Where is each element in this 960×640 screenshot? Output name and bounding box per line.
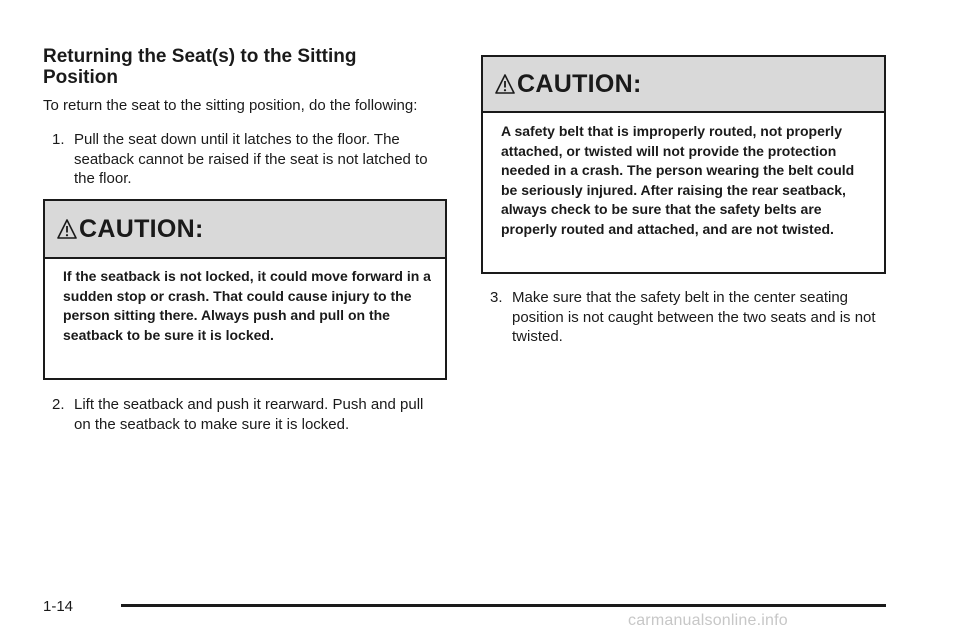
caution-text: If the seatback is not locked, it could move forward in a sudden stop or crash. That could cause injury to the person sitting there. Always push and pull on the seatback to be sure it is locked.: [63, 268, 431, 343]
caution-header: [45, 201, 445, 259]
step-text: Make sure that the safety belt in the center seating position is not caught between the two seats and is not twisted.: [512, 289, 876, 345]
intro-text: To return the seat to the sitting position, do the following:: [43, 97, 418, 114]
warning-triangle-icon: [57, 218, 77, 240]
caution-header: [483, 57, 884, 113]
caution-title: CAUTION:: [79, 214, 204, 243]
footer-rule: [121, 604, 886, 607]
caution-box: [481, 55, 886, 274]
step-item: [43, 395, 447, 434]
caution-text: A safety belt that is improperly routed, not properly attached, or twisted will not provide the protection needed in a crash. The person wearing the belt could be seriously injured. After raising the rear seatback, always check to be sure that the safety belts are properly routed and attached, and are not twisted.: [501, 123, 855, 237]
step-text: Lift the seatback and push it rearward. Push and pull on the seatback to make sure it is locked.: [74, 396, 424, 433]
warning-triangle-icon: [495, 73, 515, 95]
step-text: Pull the seat down until it latches to the floor. The seatback cannot be raised if the seat is not latched to the floor.: [74, 131, 428, 187]
page-number: 1-14: [43, 598, 74, 615]
step-item: [43, 130, 447, 189]
watermark: carmanualsonline.info: [628, 612, 788, 629]
section-title: Returning the Seat(s) to the Sitting Position: [43, 46, 357, 88]
caution-box: [43, 199, 447, 380]
caution-title: CAUTION:: [517, 69, 642, 98]
step-number: 3.: [490, 289, 503, 306]
step-number: 2.: [52, 396, 65, 413]
step-number: 1.: [52, 131, 65, 148]
step-item: [481, 288, 886, 347]
